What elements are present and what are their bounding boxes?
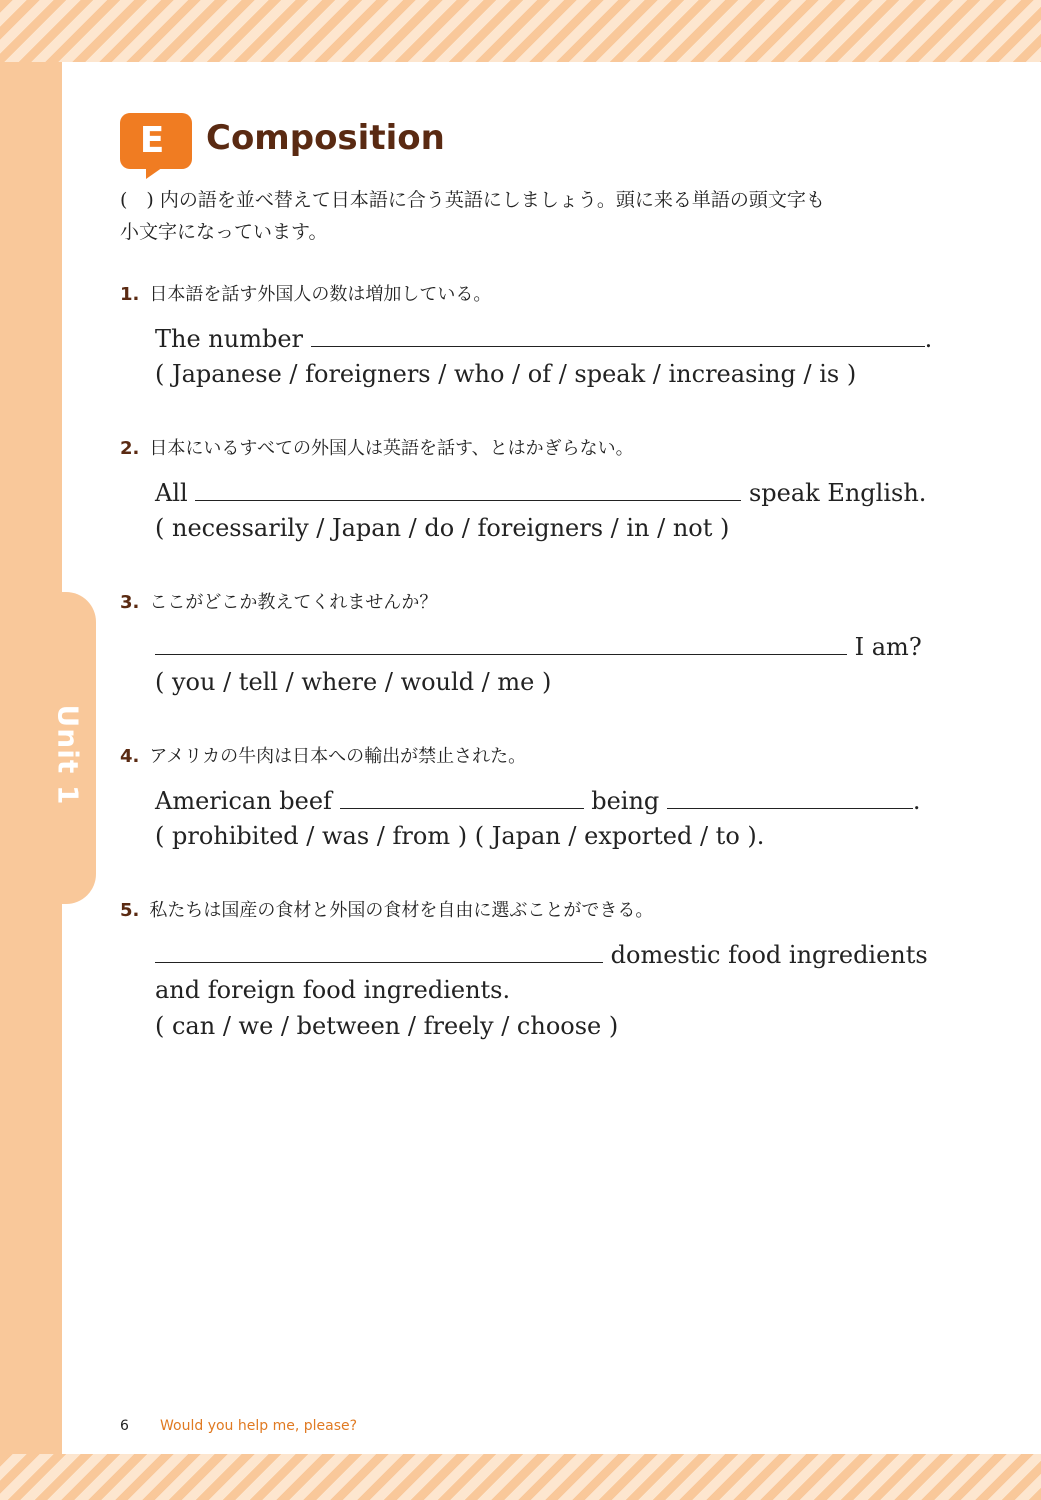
answer-suffix: . [924,325,933,353]
answer-prefix: All [155,479,188,507]
section-title: Composition [206,118,445,158]
bottom-stripe-border [0,1454,1041,1500]
question-number: 3. [120,592,140,613]
unit-label: Unit 1 [51,704,85,806]
instructions-line-2: 小文字になっています。 [120,221,328,243]
question-5-choices: ( can / we / between / freely / choose ) [155,1012,619,1040]
page-number: 6 [120,1418,129,1434]
instructions-line-1: ( ) 内の語を並べ替えて日本語に合う英語にしましょう。頭に来る単語の頭文字も [120,189,825,211]
question-2-choices: ( necessarily / Japan / do / foreigners / in / not ) [155,514,730,542]
question-japanese: アメリカの牛肉は日本への輸出が禁止された。 [149,746,527,767]
question-4-answer-line [155,786,921,815]
answer-blank[interactable] [155,632,847,655]
instructions [120,184,940,248]
question-5-answer-line-2: and foreign food ingredients. [155,976,511,1004]
answer-prefix: American beef [155,787,332,815]
top-stripe-border [0,0,1041,62]
question-number: 2. [120,438,140,459]
question-1-answer-line [155,324,932,353]
question-3-heading [120,588,437,614]
question-1-heading [120,280,491,306]
question-4-choices: ( prohibited / was / from ) ( Japan / exported / to ). [155,822,765,850]
answer-suffix: I am? [854,633,922,661]
question-number: 5. [120,900,140,921]
answer-suffix: speak English. [748,479,927,507]
question-2-heading [120,434,634,460]
section-letter: E [139,120,165,161]
question-japanese: 日本語を話す外国人の数は増加している。 [149,284,492,305]
question-number: 1. [120,284,140,305]
answer-prefix: The number [155,325,304,353]
question-number: 4. [120,746,140,767]
answer-blank-1[interactable] [340,786,584,809]
answer-suffix: domestic food ingredients [610,941,928,969]
answer-blank-2[interactable] [667,786,913,809]
question-2-answer-line [155,478,926,507]
question-4-heading [120,742,526,768]
question-japanese: 私たちは国産の食材と外国の食材を自由に選ぶことができる。 [149,900,654,921]
question-1-choices: ( Japanese / foreigners / who / of / speak / increasing / is ) [155,360,857,388]
question-5-answer-line [155,940,928,969]
answer-blank[interactable] [195,478,741,501]
question-3-choices: ( you / tell / where / would / me ) [155,668,552,696]
answer-middle: being [591,787,660,815]
question-japanese: ここがどこか教えてくれませんか？ [149,592,438,613]
question-5-heading [120,896,653,922]
question-3-answer-line [155,632,922,661]
section-badge [120,113,192,169]
answer-suffix: . [912,787,921,815]
footer-title: Would you help me, please? [160,1418,358,1434]
answer-blank[interactable] [311,324,925,347]
answer-blank[interactable] [155,940,603,963]
question-japanese: 日本にいるすべての外国人は英語を話す、とはかぎらない。 [149,438,634,459]
